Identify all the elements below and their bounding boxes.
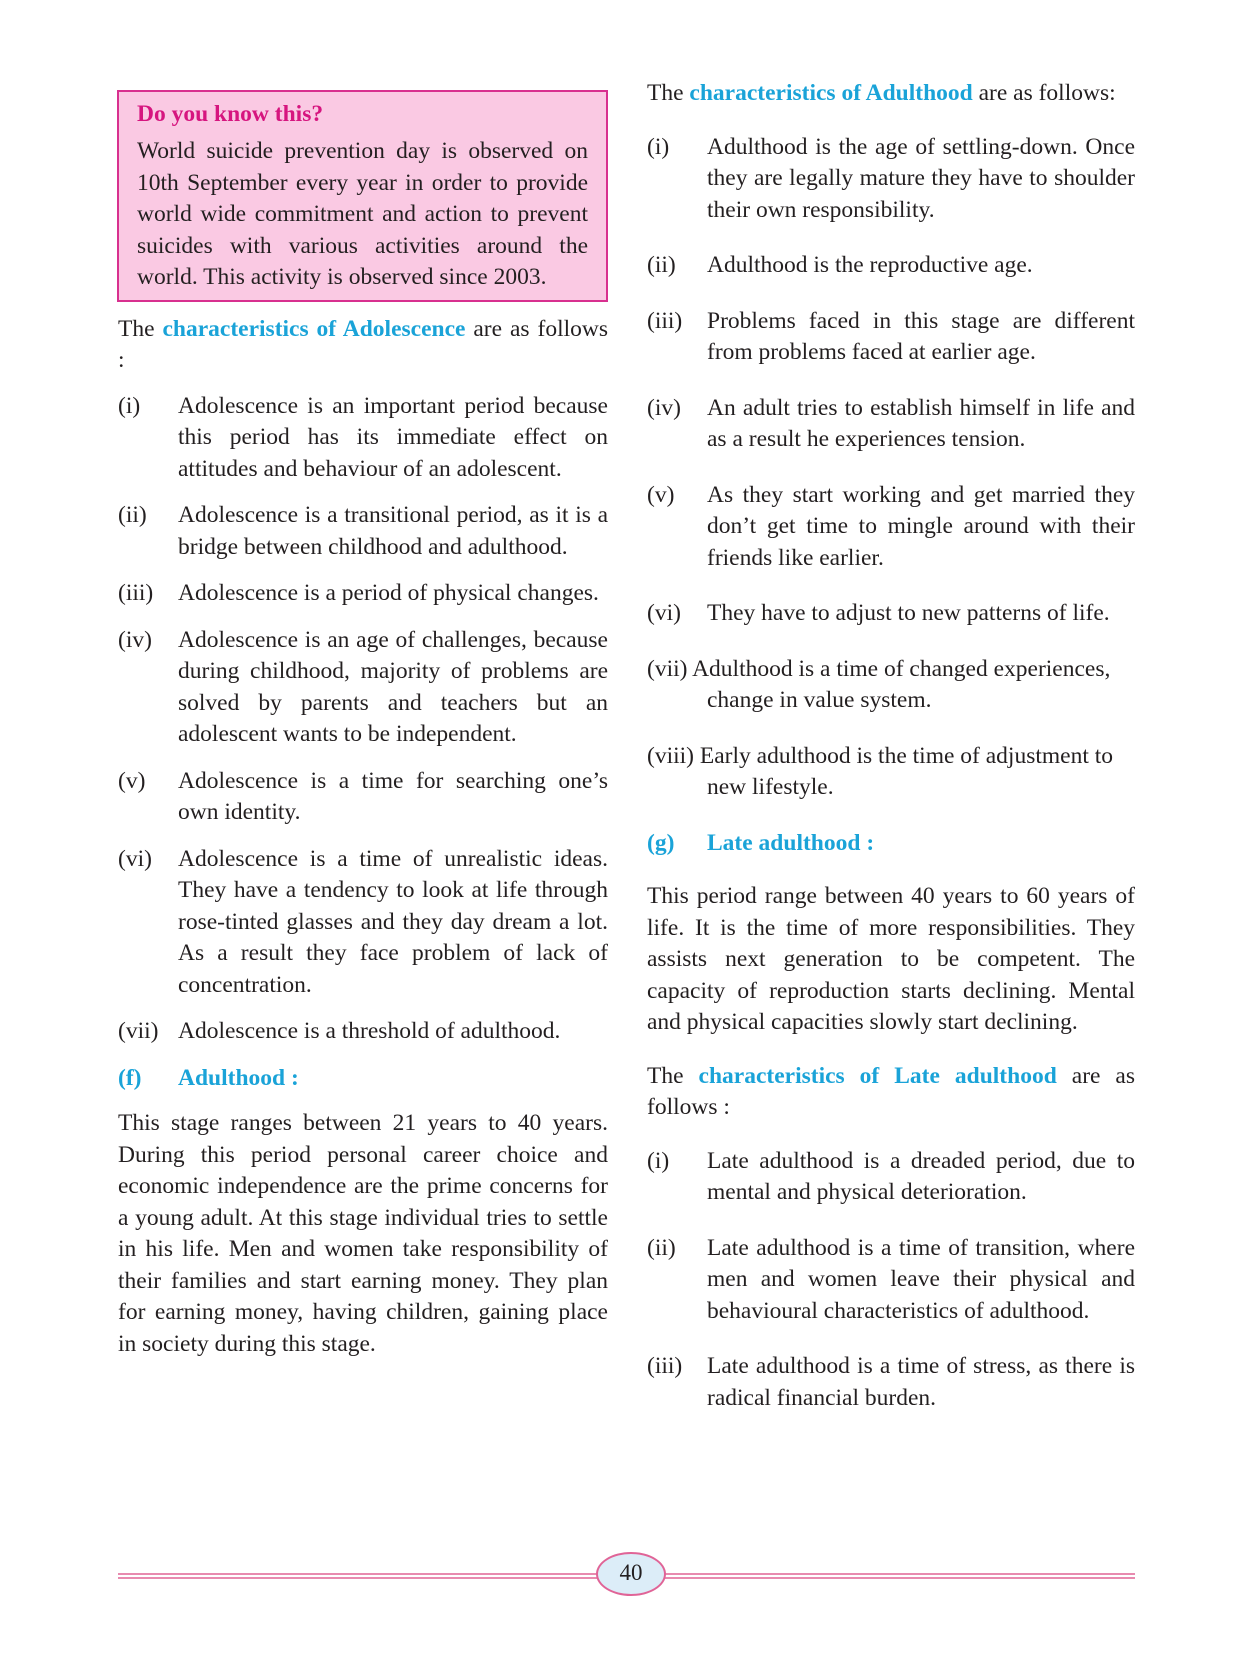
adolescence-list bbox=[118, 391, 608, 1048]
late-adulthood-intro: The characteristics of Late adulthood are as follows : bbox=[647, 1062, 1136, 1120]
list-item: (iii) Late adulthood is a time of stress, as there is radical financial burden. bbox=[647, 1353, 1135, 1411]
info-box bbox=[117, 90, 608, 302]
late-adulthood-term: characteristics of Late adulthood bbox=[698, 1062, 1057, 1089]
section-heading-late-adulthood: (g) Late adulthood : bbox=[647, 829, 875, 856]
adolescence-term: characteristics of Adolescence bbox=[162, 315, 466, 342]
list-item: (viii) Early adulthood is the time of adjustment to new lifestyle. bbox=[647, 742, 1114, 800]
list-item: (i) Adolescence is an important period because this period has its immediate effect on attitudes and behaviour of an adolescent. bbox=[118, 392, 608, 482]
page-number: 40 bbox=[596, 1552, 666, 1596]
list-item: (vi) Adolescence is a time of unrealistic ideas. They have a tendency to look at life through rose-tinted glasses and they day dream a lot. As a result they face problem of lack of concentration. bbox=[118, 845, 608, 998]
list-item: (iii) Problems faced in this stage are different from problems faced at earlier age. bbox=[647, 307, 1135, 365]
adulthood-list bbox=[647, 132, 1135, 804]
list-item: (v) As they start working and get married they don’t get time to mingle around with their friends like earlier. bbox=[647, 481, 1135, 571]
adulthood-intro: The characteristics of Adulthood are as follows: bbox=[647, 80, 1116, 106]
list-item: (vii) Adulthood is a time of changed experiences, change in value system. bbox=[647, 655, 1111, 713]
adulthood-term: characteristics of Adulthood bbox=[689, 80, 973, 106]
info-box-title: Do you know this? bbox=[137, 101, 324, 127]
list-item: (iii) Adolescence is a period of physical changes. bbox=[118, 580, 599, 606]
list-item: (vi) They have to adjust to new patterns of life. bbox=[647, 600, 1110, 626]
list-item: (i) Late adulthood is a dreaded period, due to mental and physical deterioration. bbox=[647, 1147, 1135, 1205]
left-column bbox=[118, 78, 608, 1360]
list-item: (ii) Adolescence is a transitional period, as it is a bridge between childhood and adulthood. bbox=[118, 502, 608, 560]
list-item: (ii) Adulthood is the reproductive age. bbox=[647, 252, 1033, 278]
late-adulthood-paragraph: This period range between 40 years to 60 years of life. It is the time of more responsibilities. They assists next generation to be competent. The capacity of reproduction starts declining. Mental and physical capacities slowly start declining. bbox=[647, 883, 1135, 1035]
list-item: (ii) Late adulthood is a time of transition, where men and women leave their physical and behavioural characteristics of adulthood. bbox=[647, 1234, 1135, 1324]
info-box-text: World suicide prevention day is observed on 10th September every year in order to provide world wide commitment and action to prevent suicides with various activities around the world. This activity is observed since 2003. bbox=[137, 138, 588, 290]
adolescence-intro: The characteristics of Adolescence are as follows : bbox=[118, 315, 608, 373]
list-item: (iv) Adolescence is an age of challenges, because during childhood, majority of problems are solved by parents and teachers but an adolescent wants to be independent. bbox=[118, 626, 608, 747]
late-adulthood-list bbox=[647, 1146, 1135, 1415]
adulthood-paragraph: This stage ranges between 21 years to 40 years. During this period personal career choice and economic independence are the prime concerns for a young adult. At this stage individual tries to settle in his life. Men and women take responsibility of their families and start earning money. They plan for earning money, having children, gaining place in society during this stage. bbox=[118, 1110, 608, 1357]
section-heading-adulthood: (f) Adulthood : bbox=[118, 1064, 299, 1091]
list-item: (v) Adolescence is a time for searching one’s own identity. bbox=[118, 767, 608, 825]
list-item: (iv) An adult tries to establish himself in life and as a result he experiences tension. bbox=[647, 394, 1135, 452]
list-item: (vii) Adolescence is a threshold of adulthood. bbox=[118, 1018, 561, 1044]
list-item: (i) Adulthood is the age of settling-down. Once they are legally mature they have to shoulder their own responsibility. bbox=[647, 133, 1135, 223]
right-column bbox=[647, 78, 1135, 1438]
